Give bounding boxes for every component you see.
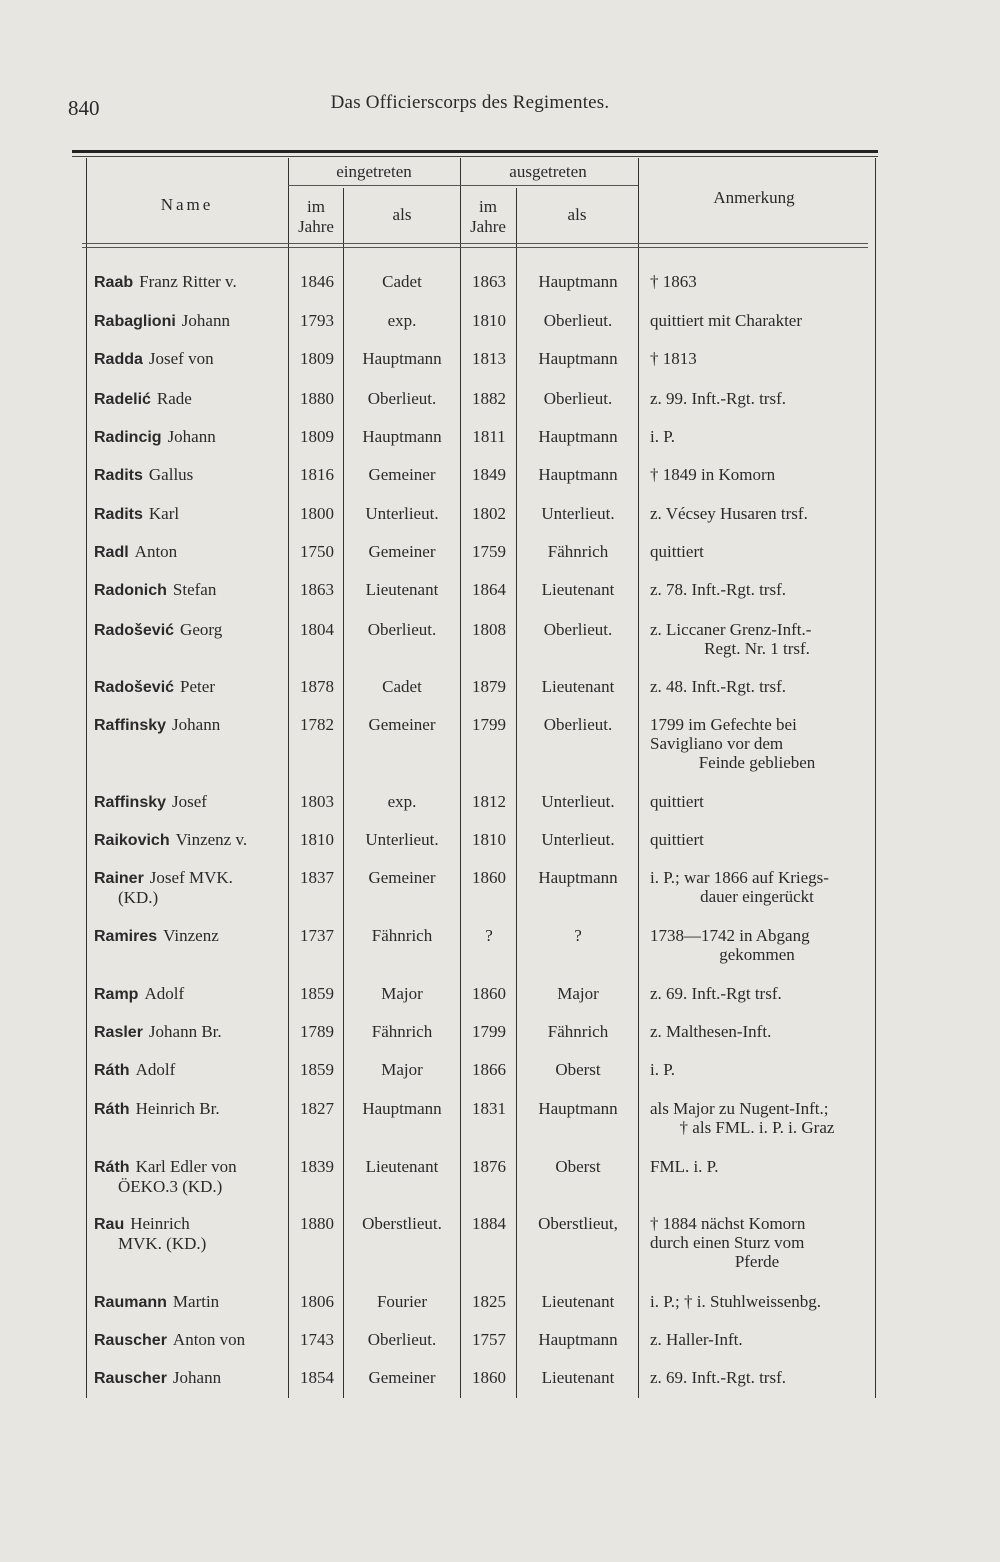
given-name: Johann bbox=[181, 311, 230, 330]
given-name: Adolf bbox=[135, 1060, 176, 1079]
given-name: Georg bbox=[180, 620, 223, 639]
remark bbox=[650, 1060, 864, 1079]
remark bbox=[650, 1368, 864, 1387]
remark-line: Savigliano vor dem bbox=[650, 734, 784, 753]
remark bbox=[650, 1099, 864, 1137]
remark bbox=[650, 830, 864, 849]
exit-year: 1882 bbox=[472, 389, 506, 408]
surname: Rabaglioni bbox=[94, 313, 176, 330]
officer-name bbox=[94, 1292, 290, 1312]
exit-year: 1811 bbox=[472, 427, 506, 446]
remark bbox=[650, 504, 864, 523]
given-name: Josef bbox=[172, 792, 207, 811]
remark-line: z. Haller-Inft. bbox=[650, 1330, 743, 1349]
surname: Rainer bbox=[94, 870, 144, 887]
exit-year: 1813 bbox=[472, 349, 506, 368]
page-number: 840 bbox=[68, 96, 100, 120]
remark-line: z. 99. Inft.-Rgt. trsf. bbox=[650, 389, 786, 408]
officer-name bbox=[94, 389, 290, 409]
entry-rank: exp. bbox=[387, 792, 417, 811]
officer-name bbox=[94, 1022, 290, 1042]
entry-rank: Oberlieut. bbox=[367, 620, 437, 639]
given-name: Stefan bbox=[172, 580, 217, 599]
surname: Radits bbox=[94, 506, 143, 523]
surname: Radits bbox=[94, 467, 143, 484]
exit-year: 1849 bbox=[472, 465, 506, 484]
surname: Radošević bbox=[94, 622, 175, 639]
entry-year: 1800 bbox=[300, 504, 334, 523]
entry-rank: Oberlieut. bbox=[367, 389, 437, 408]
remark-line: z. Liccaner Grenz-Inft.- bbox=[650, 620, 812, 639]
surname: Raffinsky bbox=[94, 717, 167, 734]
entry-rank: exp. bbox=[387, 311, 417, 330]
entry-rank: Gemeiner bbox=[368, 465, 436, 484]
exit-rank: Oberst bbox=[555, 1060, 601, 1079]
exit-year: 1757 bbox=[472, 1330, 506, 1349]
given-name: Johann bbox=[172, 1368, 222, 1387]
table-left-border bbox=[86, 158, 87, 1398]
remark-line: quittiert mit Charakter bbox=[650, 311, 803, 330]
exit-year: 1866 bbox=[472, 1060, 506, 1079]
officer-name bbox=[94, 427, 290, 447]
officer-name bbox=[94, 465, 290, 485]
exit-rank: Hauptmann bbox=[538, 1330, 618, 1349]
exit-rank: Oberstlieut, bbox=[538, 1214, 618, 1233]
exit-year: 1863 bbox=[472, 272, 506, 291]
exit-rank: Oberst bbox=[555, 1157, 601, 1176]
exit-rank: Hauptmann bbox=[538, 1099, 618, 1118]
exit-year: 1810 bbox=[472, 311, 506, 330]
entry-rank: Fähnrich bbox=[371, 1022, 433, 1041]
header-als-2: als bbox=[567, 205, 587, 224]
entry-rank: Oberstlieut. bbox=[362, 1214, 442, 1233]
exit-rank: Fähnrich bbox=[547, 1022, 609, 1041]
officer-name bbox=[94, 580, 290, 600]
exit-year: 1879 bbox=[472, 677, 506, 696]
header-im-jahre-1: im Jahre bbox=[298, 197, 334, 236]
entry-rank: Gemeiner bbox=[368, 542, 436, 561]
given-name: Martin bbox=[172, 1292, 220, 1311]
remark-line: quittiert bbox=[650, 792, 704, 811]
entry-rank: Hauptmann bbox=[362, 427, 442, 446]
given-name: Johann Br. bbox=[148, 1022, 222, 1041]
surname: Radonich bbox=[94, 582, 167, 599]
remark-line: † 1863 bbox=[650, 272, 697, 291]
surname: Ráth bbox=[94, 1062, 130, 1079]
name-continuation: ÖEKO.3 (KD.) bbox=[118, 1177, 223, 1196]
entry-year: 1859 bbox=[300, 1060, 334, 1079]
table-top-rule bbox=[72, 150, 878, 153]
exit-year: 1799 bbox=[472, 715, 506, 734]
given-name: Johann bbox=[167, 427, 216, 446]
officer-name bbox=[94, 311, 290, 331]
officer-name bbox=[94, 620, 290, 640]
given-name: Josef MVK. bbox=[149, 868, 233, 887]
officer-name bbox=[94, 504, 290, 524]
header-bottom-rule bbox=[82, 243, 868, 244]
running-head: Das Officierscorps des Regimentes. bbox=[330, 92, 610, 113]
officer-name bbox=[94, 1330, 290, 1350]
given-name: Heinrich bbox=[130, 1214, 190, 1233]
entry-year: 1750 bbox=[300, 542, 334, 561]
officer-name bbox=[94, 868, 290, 907]
entry-year: 1743 bbox=[300, 1330, 334, 1349]
remark-line: 1738—1742 in Abgang bbox=[650, 926, 810, 945]
exit-rank: Oberlieut. bbox=[543, 389, 613, 408]
remark-line: z. 48. Inft.-Rgt. trsf. bbox=[650, 677, 786, 696]
entry-rank: Hauptmann bbox=[362, 349, 442, 368]
surname: Rauscher bbox=[94, 1332, 167, 1349]
exit-rank: Hauptmann bbox=[538, 272, 618, 291]
entry-rank: Lieutenant bbox=[365, 580, 439, 599]
header-eingetreten: eingetreten bbox=[336, 162, 412, 181]
entry-year: 1839 bbox=[300, 1157, 334, 1176]
remark-line: z. Vécsey Husaren trsf. bbox=[650, 504, 808, 523]
entry-year: 1854 bbox=[300, 1368, 334, 1387]
remark-line: quittiert bbox=[650, 830, 704, 849]
exit-rank: Oberlieut. bbox=[543, 311, 613, 330]
exit-year: 1860 bbox=[472, 1368, 506, 1387]
entry-rank: Cadet bbox=[382, 272, 422, 291]
given-name: Johann bbox=[172, 715, 221, 734]
exit-year: 1860 bbox=[472, 868, 506, 887]
exit-rank: Hauptmann bbox=[538, 349, 618, 368]
remark bbox=[650, 1214, 864, 1271]
officer-name bbox=[94, 715, 290, 735]
surname: Ráth bbox=[94, 1101, 130, 1118]
surname: Rauscher bbox=[94, 1370, 167, 1387]
remark-line: 1799 im Gefechte bei bbox=[650, 715, 797, 734]
remark bbox=[650, 349, 864, 368]
exit-rank: Oberlieut. bbox=[543, 715, 613, 734]
remark-line: † 1849 in Komorn bbox=[650, 465, 776, 484]
remark bbox=[650, 792, 864, 811]
officer-name bbox=[94, 677, 290, 697]
remark-line: † 1813 bbox=[650, 349, 697, 368]
exit-rank: Lieutenant bbox=[541, 677, 615, 696]
exit-year: 1799 bbox=[472, 1022, 506, 1041]
surname: Ramires bbox=[94, 928, 158, 945]
remark bbox=[650, 677, 864, 696]
exit-rank: Lieutenant bbox=[541, 580, 615, 599]
entry-year: 1793 bbox=[300, 311, 334, 330]
entry-year: 1880 bbox=[300, 1214, 334, 1233]
remark bbox=[650, 427, 864, 446]
remark-line: i. P. bbox=[650, 1060, 676, 1079]
officer-name bbox=[94, 1157, 290, 1196]
remark bbox=[650, 465, 864, 484]
remark bbox=[650, 715, 864, 772]
officer-name bbox=[94, 1214, 290, 1253]
given-name: Josef von bbox=[148, 349, 214, 368]
surname: Radošević bbox=[94, 679, 175, 696]
table-top-rule-thin bbox=[72, 156, 878, 157]
exit-rank: Major bbox=[557, 984, 599, 1003]
entry-year: 1827 bbox=[300, 1099, 334, 1118]
header-als-1: als bbox=[392, 205, 412, 224]
entry-year: 1804 bbox=[300, 620, 334, 639]
entry-rank: Gemeiner bbox=[368, 868, 436, 887]
entry-year: 1806 bbox=[300, 1292, 334, 1311]
given-name: Gallus bbox=[148, 465, 194, 484]
surname: Radl bbox=[94, 544, 129, 561]
remark-line: z. 78. Inft.-Rgt. trsf. bbox=[650, 580, 786, 599]
remark bbox=[650, 868, 864, 906]
surname: Raab bbox=[94, 274, 134, 291]
remark-line: gekommen bbox=[719, 945, 795, 964]
remark bbox=[650, 311, 864, 330]
remark-line: durch einen Sturz vom bbox=[650, 1233, 805, 1252]
exit-rank: Unterlieut. bbox=[541, 830, 615, 849]
remark bbox=[650, 620, 864, 658]
given-name: Rade bbox=[156, 389, 192, 408]
remark-line: dauer eingerückt bbox=[700, 887, 814, 906]
exit-year: 1860 bbox=[472, 984, 506, 1003]
column-divider bbox=[460, 158, 461, 1398]
remark bbox=[650, 272, 864, 291]
column-divider bbox=[288, 158, 289, 1398]
remark bbox=[650, 1157, 864, 1176]
officer-name bbox=[94, 984, 290, 1004]
exit-rank: Lieutenant bbox=[541, 1368, 615, 1387]
entry-rank: Hauptmann bbox=[362, 1099, 442, 1118]
remark bbox=[650, 926, 864, 964]
exit-rank: Hauptmann bbox=[538, 427, 618, 446]
entry-rank: Fähnrich bbox=[371, 926, 433, 945]
entry-rank: Major bbox=[381, 984, 423, 1003]
surname: Radincig bbox=[94, 429, 162, 446]
exit-rank: Unterlieut. bbox=[541, 504, 615, 523]
header-bottom-rule-2 bbox=[82, 247, 868, 248]
entry-rank: Fourier bbox=[376, 1292, 428, 1311]
given-name: Heinrich Br. bbox=[135, 1099, 220, 1118]
header-anmerkung: Anmerkung bbox=[713, 188, 795, 207]
entry-rank: Gemeiner bbox=[368, 715, 436, 734]
surname: Radelić bbox=[94, 391, 151, 408]
header-name: Name bbox=[160, 195, 214, 214]
entry-year: 1816 bbox=[300, 465, 334, 484]
entry-rank: Unterlieut. bbox=[365, 504, 439, 523]
exit-rank: Unterlieut. bbox=[541, 792, 615, 811]
officer-name bbox=[94, 830, 290, 850]
remark bbox=[650, 389, 864, 408]
remark-line: i. P.; war 1866 auf Kriegs- bbox=[650, 868, 829, 887]
remark-line: † 1884 nächst Komorn bbox=[650, 1214, 806, 1233]
exit-year: 1812 bbox=[472, 792, 506, 811]
surname: Raumann bbox=[94, 1294, 167, 1311]
surname: Raffinsky bbox=[94, 794, 167, 811]
remark-line: FML. i. P. bbox=[650, 1157, 719, 1176]
exit-year: 1876 bbox=[472, 1157, 506, 1176]
remark-line: i. P.; † i. Stuhlweissenbg. bbox=[650, 1292, 821, 1311]
surname: Raikovich bbox=[94, 832, 170, 849]
officer-name bbox=[94, 542, 290, 562]
entry-year: 1837 bbox=[300, 868, 334, 887]
exit-year: 1864 bbox=[472, 580, 506, 599]
officer-name bbox=[94, 1060, 290, 1080]
remark-line: z. 69. Inft.-Rgt trsf. bbox=[650, 984, 782, 1003]
entry-rank: Unterlieut. bbox=[365, 830, 439, 849]
given-name: Adolf bbox=[144, 984, 185, 1003]
remark-line: z. 69. Inft.-Rgt. trsf. bbox=[650, 1368, 786, 1387]
entry-year: 1803 bbox=[300, 792, 334, 811]
remark-line: † als FML. i. P. i. Graz bbox=[679, 1118, 835, 1137]
exit-rank: Hauptmann bbox=[538, 868, 618, 887]
remark-line: i. P. bbox=[650, 427, 676, 446]
surname: Radda bbox=[94, 351, 143, 368]
exit-rank: Hauptmann bbox=[538, 465, 618, 484]
remark-line: z. Malthesen-Inft. bbox=[650, 1022, 772, 1041]
entry-rank: Lieutenant bbox=[365, 1157, 439, 1176]
remark-line: Pferde bbox=[734, 1252, 780, 1271]
column-divider bbox=[638, 158, 639, 1398]
remark-line: als Major zu Nugent-Inft.; bbox=[650, 1099, 829, 1118]
given-name: Karl bbox=[148, 504, 180, 523]
exit-year: 1810 bbox=[472, 830, 506, 849]
entry-year: 1810 bbox=[300, 830, 334, 849]
surname: Rasler bbox=[94, 1024, 143, 1041]
entry-year: 1859 bbox=[300, 984, 334, 1003]
remark bbox=[650, 1292, 864, 1311]
remark-line: Feinde geblieben bbox=[698, 753, 816, 772]
entry-year: 1782 bbox=[300, 715, 334, 734]
table-right-border bbox=[875, 158, 876, 1398]
exit-year: 1825 bbox=[472, 1292, 506, 1311]
entry-rank: Cadet bbox=[382, 677, 422, 696]
given-name: Karl Edler von bbox=[135, 1157, 237, 1176]
entry-year: 1878 bbox=[300, 677, 334, 696]
name-continuation: (KD.) bbox=[118, 888, 159, 907]
exit-rank: Lieutenant bbox=[541, 1292, 615, 1311]
exit-rank: ? bbox=[574, 926, 582, 945]
remark-line: quittiert bbox=[650, 542, 704, 561]
officer-name bbox=[94, 1099, 290, 1119]
exit-rank: Oberlieut. bbox=[543, 620, 613, 639]
header-subrule bbox=[288, 185, 460, 186]
officer-name bbox=[94, 926, 290, 946]
exit-year: ? bbox=[485, 926, 493, 945]
entry-year: 1789 bbox=[300, 1022, 334, 1041]
entry-rank: Oberlieut. bbox=[367, 1330, 437, 1349]
surname: Ramp bbox=[94, 986, 139, 1003]
entry-rank: Gemeiner bbox=[368, 1368, 436, 1387]
officer-name bbox=[94, 272, 290, 292]
exit-year: 1808 bbox=[472, 620, 506, 639]
remark-line: Regt. Nr. 1 trsf. bbox=[704, 639, 810, 658]
given-name: Peter bbox=[180, 677, 215, 696]
entry-year: 1809 bbox=[300, 349, 334, 368]
exit-year: 1831 bbox=[472, 1099, 506, 1118]
entry-year: 1863 bbox=[300, 580, 334, 599]
entry-year: 1809 bbox=[300, 427, 334, 446]
surname: Rau bbox=[94, 1216, 125, 1233]
exit-year: 1884 bbox=[472, 1214, 506, 1233]
entry-year: 1846 bbox=[300, 272, 334, 291]
remark bbox=[650, 542, 864, 561]
remark bbox=[650, 984, 864, 1003]
exit-year: 1802 bbox=[472, 504, 506, 523]
name-continuation: MVK. (KD.) bbox=[118, 1234, 207, 1253]
given-name: Anton von bbox=[172, 1330, 246, 1349]
given-name: Vinzenz v. bbox=[175, 830, 248, 849]
remark bbox=[650, 1330, 864, 1349]
given-name: Franz Ritter v. bbox=[139, 272, 237, 291]
remark bbox=[650, 580, 864, 599]
header-ausgetreten: ausgetreten bbox=[509, 162, 587, 181]
entry-year: 1880 bbox=[300, 389, 334, 408]
given-name: Anton bbox=[134, 542, 178, 561]
remark bbox=[650, 1022, 864, 1041]
header-subrule bbox=[460, 185, 638, 186]
given-name: Vinzenz bbox=[163, 926, 219, 945]
surname: Ráth bbox=[94, 1159, 130, 1176]
header-im-jahre-2: im Jahre bbox=[470, 197, 506, 236]
officer-name bbox=[94, 349, 290, 369]
officer-name bbox=[94, 1368, 290, 1388]
exit-rank: Fähnrich bbox=[547, 542, 609, 561]
officer-name bbox=[94, 792, 290, 812]
entry-rank: Major bbox=[381, 1060, 423, 1079]
entry-year: 1737 bbox=[300, 926, 334, 945]
exit-year: 1759 bbox=[472, 542, 506, 561]
